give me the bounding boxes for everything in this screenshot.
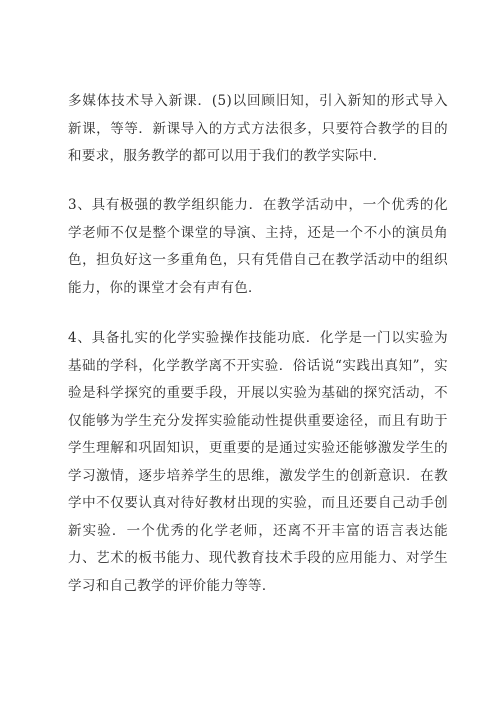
paragraph-organization-ability: 3、具有极强的教学组织能力．在教学活动中，一个优秀的化学老师不仅是整个课堂的导演、主持，还是一个不小的演员角色，担负好这一多重角色，只有凭借自己在教学活动中的组织能力，你的课堂才会有声有色． [68,197,448,296]
paragraph-experiment-skills: 4、具备扎实的化学实验操作技能功底．化学是一门以实验为基础的学科，化学教学离不开实验．俗话说“实践出真知”，实验是科学探究的重要手段，开展以实验为基础的探究活动，不仅能够为学生充分发挥实验能动性提供重要途径，而且有助于学生理解和巩固知识，更重要的是通过实验还能够激发学生的学习激情，逐步培养学生的思维，激发学生的创新意识．在教学中不仅要认真对待好教材出现的实验，而且还要自己动手创新实验．一个优秀的化学老师，还离不开丰富的语言表达能力、艺术的板书能力、现代教育技术手段的应用能力、对学生学习和自己教学的评价能力等等． [68,330,448,594]
paragraph-lesson-introduction: 多媒体技术导入新课．(5)以回顾旧知，引入新知的形式导入新课，等等．新课导入的方式方法很多，只要符合教学的目的和要求，服务教学的都可以用于我们的教学实际中． [68,93,448,164]
